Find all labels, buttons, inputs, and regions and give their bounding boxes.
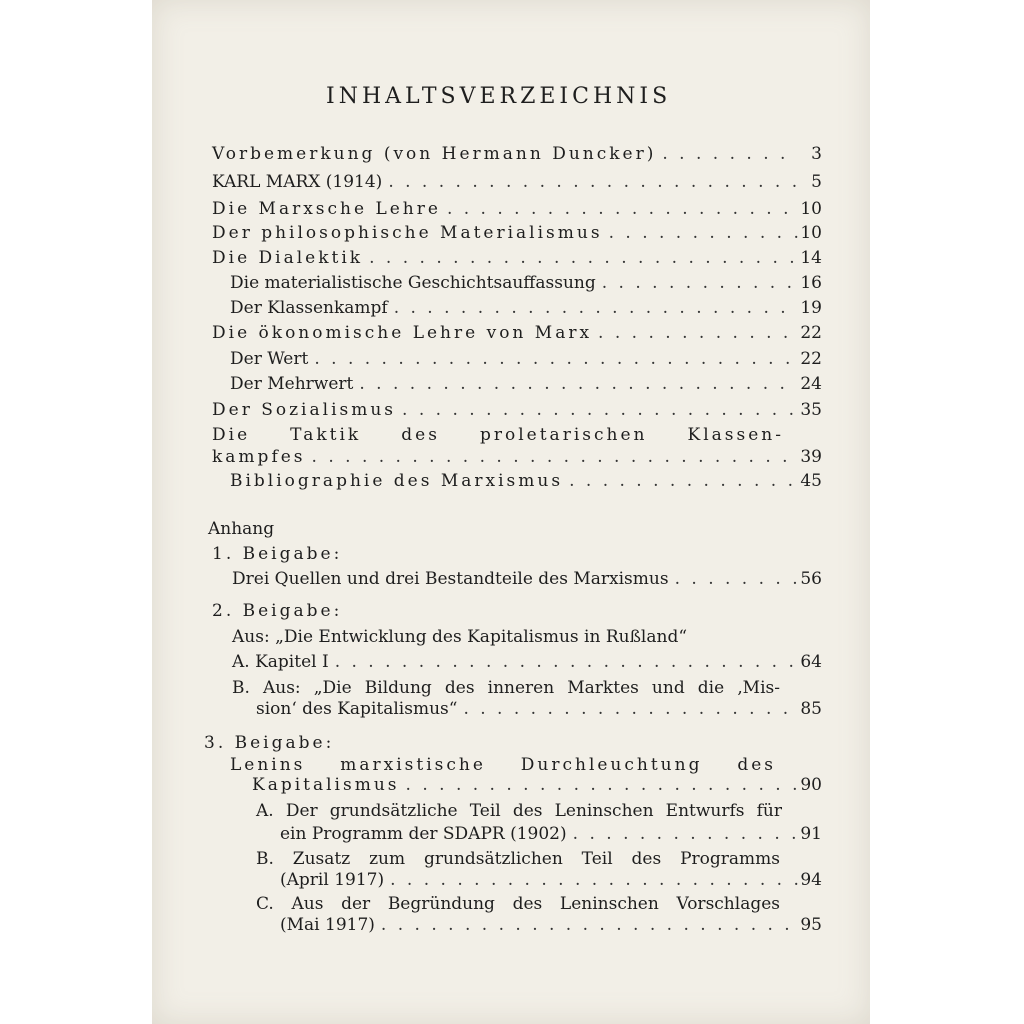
toc-entry-taktik bbox=[212, 446, 822, 468]
toc-entry-zusatz-line1: B. Zusatz zum grundsätzlichen Teil des Programms bbox=[256, 849, 780, 869]
toc-entry-title: Drei Quellen und drei Bestandteile des Marxismus bbox=[232, 569, 669, 589]
toc-entry-sozialismus bbox=[212, 399, 822, 421]
toc-entry-page: 3 bbox=[811, 144, 822, 164]
toc-entry-page: 22 bbox=[800, 323, 822, 343]
beigabe-3-label: 3. Beigabe: bbox=[204, 733, 335, 753]
toc-entry-page: 14 bbox=[800, 248, 822, 268]
toc-entry-inneren-marktes-line1: B. Aus: „Die Bildung des inneren Marktes und die ‚Mis- bbox=[232, 678, 780, 698]
toc-entry-page: 35 bbox=[800, 400, 822, 420]
toc-entry-title-cont: (April 1917) bbox=[280, 870, 385, 890]
toc-entry-materialismus bbox=[212, 222, 822, 244]
toc-entry-page: 19 bbox=[800, 298, 822, 318]
toc-entry-mehrwert bbox=[230, 373, 822, 395]
beigabe-2-label: 2. Beigabe: bbox=[212, 601, 343, 621]
toc-entry-title: Der Sozialismus bbox=[212, 400, 397, 420]
toc-entry-page: 22 bbox=[800, 349, 822, 369]
toc-entry-title: Die Marxsche Lehre bbox=[212, 199, 441, 219]
beigabe-3-heading-line1: Lenins marxistische Durchleuchtung des bbox=[230, 755, 776, 775]
toc-entry-kapitel-1 bbox=[232, 651, 822, 673]
toc-entry-title: Der Wert bbox=[230, 349, 309, 369]
toc-entry-inneren-marktes bbox=[256, 698, 822, 720]
beigabe-2-intro: Aus: „Die Entwicklung des Kapitalismus in Rußland“ bbox=[232, 627, 688, 647]
toc-entry-title-cont: sion‘ des Kapitalismus“ bbox=[256, 699, 458, 719]
toc-entry-page: 24 bbox=[800, 374, 822, 394]
toc-entry-programm bbox=[280, 823, 822, 845]
toc-entry-page: 10 bbox=[800, 223, 822, 243]
toc-entry-title: Vorbemerkung (von Hermann Duncker) bbox=[212, 144, 657, 164]
toc-entry-page: 45 bbox=[800, 471, 822, 491]
toc-entry-karl-marx bbox=[212, 171, 822, 193]
toc-entry-dialektik bbox=[212, 247, 822, 269]
toc-entry-marxsche-lehre bbox=[212, 198, 822, 220]
toc-entry-title: Die materialistische Geschichtsauffassung bbox=[230, 273, 596, 293]
toc-entry-title: Der Mehrwert bbox=[230, 374, 354, 394]
toc-entry-title-cont: Kapitalismus bbox=[252, 775, 400, 795]
toc-entry-bibliographie bbox=[230, 470, 822, 492]
page-title: INHALTSVERZEICHNIS bbox=[326, 84, 672, 109]
toc-entry-page: 90 bbox=[800, 775, 822, 795]
toc-entry-oekonomische-lehre bbox=[212, 322, 822, 344]
toc-entry-title-cont: ein Programm der SDAPR (1902) bbox=[280, 824, 567, 844]
beigabe-1-label: 1. Beigabe: bbox=[212, 544, 343, 564]
toc-entry-programm-line1: A. Der grundsätzliche Teil des Leninschen Entwurfs für bbox=[256, 801, 782, 821]
toc-entry-title: Bibliographie des Marxismus bbox=[230, 471, 564, 491]
toc-entry-title: Die ökonomische Lehre von Marx bbox=[212, 323, 593, 343]
toc-entry-taktik-line1: Die Taktik des proletarischen Klassen- bbox=[212, 425, 784, 445]
toc-entry-page: 95 bbox=[800, 915, 822, 935]
toc-entry-title: Der philosophische Materialismus bbox=[212, 223, 603, 243]
toc-entry-title-cont: kampfes bbox=[212, 447, 306, 467]
toc-entry-klassenkampf bbox=[230, 297, 822, 319]
toc-entry-drei-quellen bbox=[232, 568, 822, 590]
toc-entry-page: 64 bbox=[800, 652, 822, 672]
appendix-label: Anhang bbox=[208, 519, 275, 539]
toc-entry-page: 10 bbox=[800, 199, 822, 219]
toc-entry-vorbemerkung bbox=[212, 143, 822, 165]
toc-entry-begruendung bbox=[280, 914, 822, 936]
toc-entry-page: 16 bbox=[800, 273, 822, 293]
toc-entry-begruendung-line1: C. Aus der Begründung des Leninschen Vorschlages bbox=[256, 894, 780, 914]
toc-entry-zusatz bbox=[280, 869, 822, 891]
toc-entry-page: 94 bbox=[800, 870, 822, 890]
toc-entry-title-cont: (Mai 1917) bbox=[280, 915, 375, 935]
toc-entry-title: KARL MARX (1914) bbox=[212, 172, 383, 192]
toc-entry-title: Die Dialektik bbox=[212, 248, 364, 268]
toc-entry-page: 85 bbox=[800, 699, 822, 719]
toc-entry-durchleuchtung bbox=[252, 774, 822, 796]
toc-entry-title: Der Klassenkampf bbox=[230, 298, 388, 318]
toc-entry-page: 91 bbox=[800, 824, 822, 844]
toc-entry-page: 5 bbox=[811, 172, 822, 192]
toc-entry-page: 39 bbox=[800, 447, 822, 467]
toc-entry-title: A. Kapitel I bbox=[232, 652, 329, 672]
toc-entry-page: 56 bbox=[800, 569, 822, 589]
toc-entry-geschichtsauffassung bbox=[230, 272, 822, 294]
toc-entry-wert bbox=[230, 348, 822, 370]
